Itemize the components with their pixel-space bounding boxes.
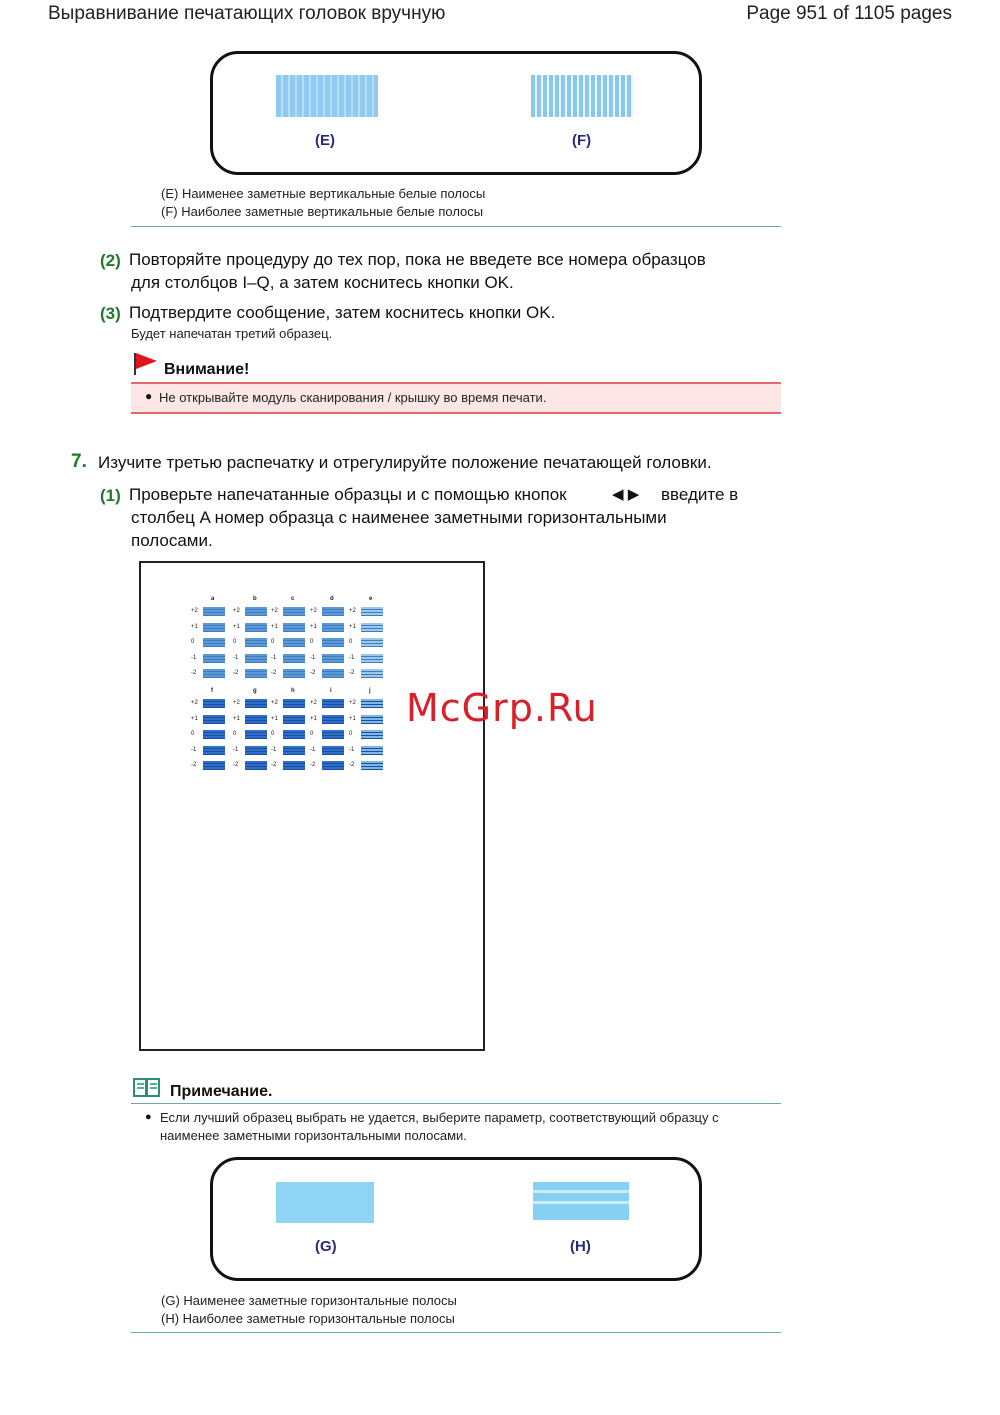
pattern-cell <box>322 669 344 678</box>
pattern-cell <box>361 699 383 708</box>
pattern-cell <box>203 699 225 708</box>
pattern-row-label: -2 <box>310 762 316 768</box>
pattern-cell <box>361 715 383 724</box>
divider <box>131 226 781 227</box>
printout-sheet <box>139 561 485 1051</box>
pattern-row-label: +2 <box>349 700 356 706</box>
divider <box>131 1103 781 1104</box>
pattern-row-label: -2 <box>271 762 277 768</box>
pattern-cell <box>203 607 225 616</box>
pattern-column-label: f <box>211 688 213 694</box>
pattern-cell <box>245 761 267 770</box>
pattern-row-label: +2 <box>191 608 198 614</box>
pattern-cell <box>361 638 383 647</box>
pattern-column-label: h <box>291 688 295 694</box>
substep-text-cont: полосами. <box>131 531 213 550</box>
pattern-cell <box>245 654 267 663</box>
pattern-cell <box>245 669 267 678</box>
step-text: Изучите третью распечатку и отрегулируйте положение печатающей головки. <box>98 453 712 472</box>
pattern-row-label: +2 <box>271 700 278 706</box>
warning-title: Внимание! <box>164 361 250 378</box>
swatch-f <box>531 75 633 117</box>
pattern-row-label: -2 <box>271 670 277 676</box>
pattern-row-label: +2 <box>271 608 278 614</box>
pattern-row-label: -2 <box>233 670 239 676</box>
pattern-cell <box>203 761 225 770</box>
substep-text-cont: введите в <box>661 485 739 504</box>
pattern-row-label: 0 <box>233 731 237 737</box>
pattern-row-label: -1 <box>271 654 277 661</box>
pattern-cell <box>361 761 383 770</box>
pattern-panel-ef <box>210 51 702 175</box>
swatch-e <box>276 75 378 117</box>
pattern-row-label: -2 <box>191 762 197 768</box>
pattern-row-label: 0 <box>310 731 314 737</box>
pattern-cell <box>283 715 305 724</box>
label-f: (F) <box>572 132 592 149</box>
pattern-cell <box>361 730 383 739</box>
pattern-row-label: -1 <box>349 654 355 661</box>
pattern-row-label: 0 <box>191 639 195 645</box>
step-number: (2) <box>100 251 121 270</box>
divider <box>131 1332 781 1333</box>
caption-e: (E) Наименее заметные вертикальные белые полосы <box>161 186 486 201</box>
pattern-row-label: -1 <box>191 746 197 753</box>
pattern-column-label: a <box>211 596 215 602</box>
pattern-row-label: -1 <box>233 746 239 753</box>
pattern-cell <box>361 746 383 755</box>
label-g: (G) <box>315 1238 337 1255</box>
pattern-column-label: d <box>330 596 334 602</box>
pattern-row-label: -1 <box>310 654 316 661</box>
arrow-buttons-icon: ◀ ▶ <box>612 486 640 503</box>
pattern-row-label: 0 <box>349 731 353 737</box>
pattern-row-label: -1 <box>233 654 239 661</box>
pattern-panel-gh <box>210 1157 702 1281</box>
book-icon <box>133 1077 161 1099</box>
page-title: Выравнивание печатающих головок вручную <box>48 3 446 24</box>
pattern-cell <box>283 607 305 616</box>
pattern-cell <box>283 638 305 647</box>
step-text-cont: для столбцов I–Q, а затем коснитесь кнопки OK. <box>131 273 514 292</box>
pattern-cell <box>245 699 267 708</box>
pattern-row-label: +1 <box>271 715 278 722</box>
substep-number: (1) <box>100 486 121 505</box>
pattern-cell <box>322 730 344 739</box>
pattern-cell <box>245 715 267 724</box>
warning-flag-icon <box>133 352 159 376</box>
pattern-cell <box>283 761 305 770</box>
pattern-cell <box>245 746 267 755</box>
pattern-cell <box>203 654 225 663</box>
warning-box <box>131 382 781 414</box>
pattern-cell <box>361 669 383 678</box>
pattern-row-label: 0 <box>233 639 237 645</box>
pattern-cell <box>322 654 344 663</box>
swatch-h <box>533 1182 629 1220</box>
step-number: 7. <box>71 451 87 472</box>
pattern-row-label: 0 <box>271 639 275 645</box>
pattern-row-label: -2 <box>349 762 355 768</box>
pattern-column-label: i <box>330 688 332 694</box>
pattern-row-label: 0 <box>271 731 275 737</box>
pattern-row-label: -2 <box>349 670 355 676</box>
note-text-cont: наименее заметными горизонтальными полосами. <box>160 1128 467 1143</box>
pattern-row-label: +2 <box>233 700 240 706</box>
pattern-cell <box>322 699 344 708</box>
pattern-cell <box>322 715 344 724</box>
pattern-cell <box>361 607 383 616</box>
pattern-cell <box>283 654 305 663</box>
pattern-row-label: +1 <box>191 623 198 630</box>
pattern-column-label: j <box>369 688 371 694</box>
pattern-cell <box>322 761 344 770</box>
pattern-row-label: +2 <box>310 608 317 614</box>
caption-g: (G) Наименее заметные горизонтальные полосы <box>161 1293 457 1308</box>
pattern-column-label: g <box>253 688 257 694</box>
pattern-cell <box>283 623 305 632</box>
pattern-row-label: 0 <box>310 639 314 645</box>
pattern-row-label: -1 <box>271 746 277 753</box>
pattern-row-label: -1 <box>349 746 355 753</box>
pattern-row-label: +1 <box>349 715 356 722</box>
pattern-cell <box>322 623 344 632</box>
pattern-cell <box>203 715 225 724</box>
pattern-row-label: +1 <box>271 623 278 630</box>
pattern-column-label: c <box>291 596 295 602</box>
pattern-row-label: +2 <box>191 700 198 706</box>
warning-text: Не открывайте модуль сканирования / крышку во время печати. <box>159 390 547 405</box>
substep-text: Проверьте напечатанные образцы и с помощью кнопок <box>129 485 567 504</box>
pattern-cell <box>245 623 267 632</box>
pattern-cell <box>361 623 383 632</box>
caption-h: (H) Наиболее заметные горизонтальные полосы <box>161 1311 455 1326</box>
pattern-cell <box>203 746 225 755</box>
pattern-row-label: 0 <box>349 639 353 645</box>
watermark: McGrp.Ru <box>406 686 598 730</box>
pattern-cell <box>322 746 344 755</box>
pattern-row-label: +1 <box>191 715 198 722</box>
pattern-row-label: -2 <box>310 670 316 676</box>
pattern-cell <box>203 669 225 678</box>
pattern-row-label: +2 <box>349 608 356 614</box>
pattern-cell <box>361 654 383 663</box>
step-number: (3) <box>100 304 121 323</box>
pattern-cell <box>283 669 305 678</box>
pattern-row-label: +2 <box>310 700 317 706</box>
pattern-cell <box>245 607 267 616</box>
pattern-row-label: +1 <box>233 623 240 630</box>
pattern-cell <box>203 638 225 647</box>
note-title: Примечание. <box>170 1083 273 1100</box>
pattern-cell <box>203 730 225 739</box>
pattern-cell <box>283 730 305 739</box>
pattern-cell <box>322 607 344 616</box>
step-note: Будет напечатан третий образец. <box>131 326 333 341</box>
pattern-row-label: -2 <box>233 762 239 768</box>
substep-text-cont: столбец A номер образца с наименее заметными горизонтальными <box>131 508 667 527</box>
pattern-row-label: -1 <box>310 746 316 753</box>
step-text: Подтвердите сообщение, затем коснитесь кнопки OK. <box>129 303 556 322</box>
pattern-row-label: +1 <box>233 715 240 722</box>
step-text: Повторяйте процедуру до тех пор, пока не введете все номера образцов <box>129 250 706 269</box>
pattern-row-label: +2 <box>233 608 240 614</box>
pattern-row-label: +1 <box>349 623 356 630</box>
page-counter: Page 951 of 1105 pages <box>746 3 952 24</box>
pattern-row-label: +1 <box>310 623 317 630</box>
label-h: (H) <box>570 1238 591 1255</box>
bullet-icon: ● <box>145 1111 152 1123</box>
bullet-icon: ● <box>145 389 153 403</box>
pattern-row-label: +1 <box>310 715 317 722</box>
pattern-cell <box>322 638 344 647</box>
pattern-cell <box>245 730 267 739</box>
swatch-g <box>276 1182 374 1223</box>
pattern-row-label: 0 <box>191 731 195 737</box>
pattern-row-label: -1 <box>191 654 197 661</box>
pattern-cell <box>283 746 305 755</box>
note-text: Если лучший образец выбрать не удается, выберите параметр, соответствующий образцу с <box>160 1110 719 1125</box>
pattern-cell <box>203 623 225 632</box>
pattern-cell <box>283 699 305 708</box>
label-e: (E) <box>315 132 335 149</box>
pattern-cell <box>245 638 267 647</box>
caption-f: (F) Наиболее заметные вертикальные белые полосы <box>161 204 484 219</box>
pattern-row-label: -2 <box>191 670 197 676</box>
pattern-column-label: b <box>253 596 257 602</box>
pattern-column-label: e <box>369 596 373 602</box>
